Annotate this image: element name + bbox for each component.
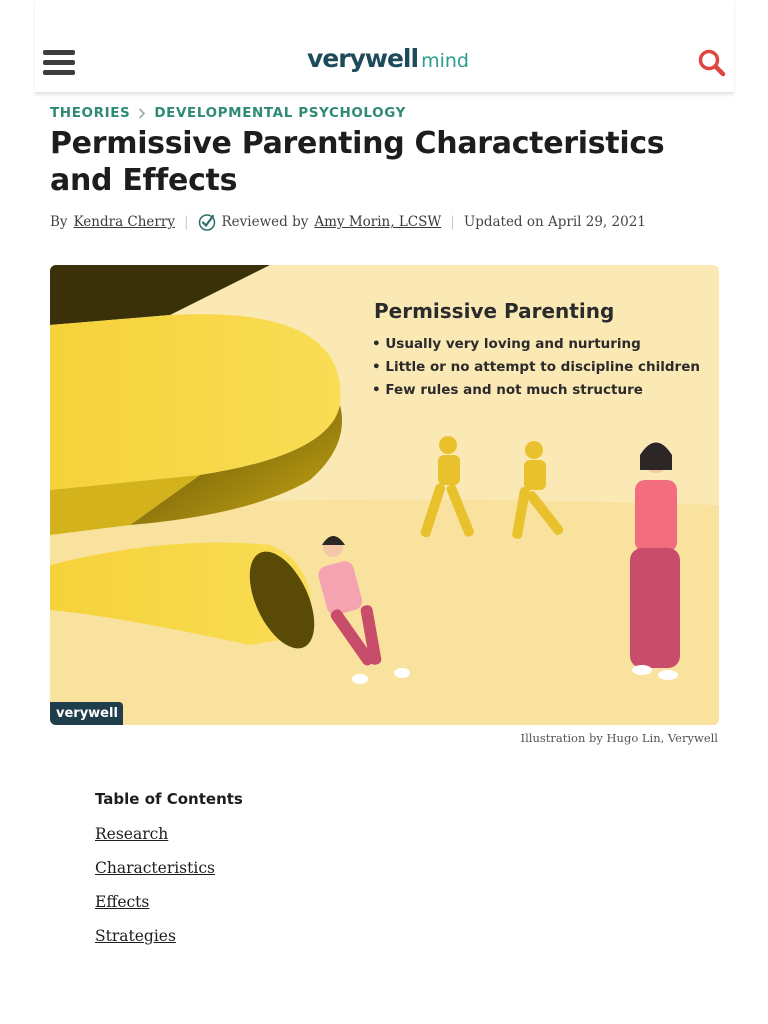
checkmark-badge-icon bbox=[198, 213, 216, 231]
updated-date: Updated on April 29, 2021 bbox=[463, 214, 646, 230]
hero-bullet: • Little or no attempt to discipline children bbox=[372, 356, 700, 379]
toc-item bbox=[95, 926, 243, 948]
byline-divider: | bbox=[183, 214, 189, 230]
site-header bbox=[35, 0, 734, 93]
toc-link-research[interactable]: Research bbox=[95, 825, 169, 843]
toc-list bbox=[95, 824, 243, 948]
breadcrumb-developmental-psychology[interactable]: DEVELOPMENTAL PSYCHOLOGY bbox=[154, 105, 406, 121]
search-icon[interactable] bbox=[697, 48, 727, 78]
image-caption: Illustration by Hugo Lin, Verywell bbox=[520, 731, 718, 745]
article-byline bbox=[50, 213, 646, 231]
toc-link-effects[interactable]: Effects bbox=[95, 893, 150, 911]
author-link[interactable]: Kendra Cherry bbox=[73, 214, 175, 230]
hero-illustration bbox=[50, 265, 719, 725]
site-logo[interactable] bbox=[307, 44, 469, 80]
page-title: Permissive Parenting Characteristics and Effects bbox=[50, 126, 665, 198]
toc-item bbox=[95, 858, 243, 880]
table-of-contents bbox=[95, 790, 243, 960]
chevron-right-icon bbox=[138, 108, 146, 119]
breadcrumb-theories[interactable]: THEORIES bbox=[50, 105, 131, 121]
toc-heading: Table of Contents bbox=[95, 790, 243, 808]
toc-item bbox=[95, 824, 243, 846]
logo-sub-text: mind bbox=[421, 50, 469, 72]
reviewer-link[interactable]: Amy Morin, LCSW bbox=[314, 214, 442, 230]
hero-bullet: • Usually very loving and nurturing bbox=[372, 333, 700, 356]
breadcrumb bbox=[50, 105, 406, 121]
by-label: By bbox=[50, 214, 68, 230]
hamburger-menu-icon[interactable] bbox=[43, 50, 75, 80]
hero-bullet-list bbox=[372, 333, 700, 402]
logo-main-text: verywell bbox=[307, 44, 419, 73]
toc-item bbox=[95, 892, 243, 914]
hero-heading: Permissive Parenting bbox=[374, 299, 615, 323]
toc-link-characteristics[interactable]: Characteristics bbox=[95, 859, 215, 877]
verywell-badge: verywell bbox=[50, 702, 123, 725]
hero-bullet: • Few rules and not much structure bbox=[372, 379, 700, 402]
reviewed-label: Reviewed by bbox=[221, 214, 309, 230]
toc-link-strategies[interactable]: Strategies bbox=[95, 927, 176, 945]
byline-divider: | bbox=[450, 214, 455, 230]
